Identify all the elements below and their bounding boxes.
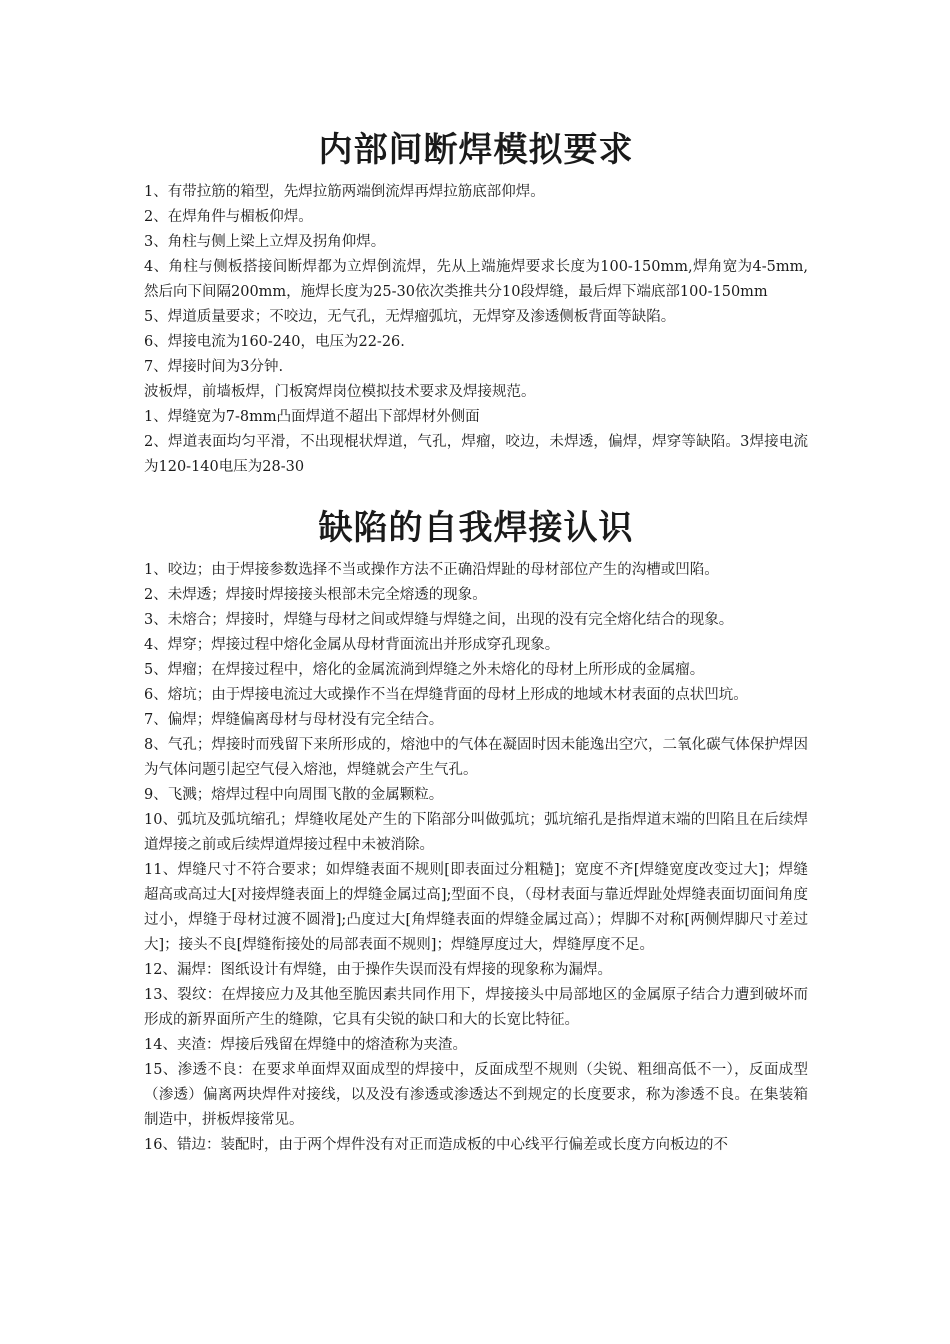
document-body: [144, 120, 808, 1158]
paragraph: 2、在焊角件与楣板仰焊。: [144, 209, 313, 225]
paragraph: 14、夹渣：焊接后残留在焊缝中的熔渣称为夹渣。: [144, 1037, 467, 1053]
paragraph: 4、焊穿；焊接过程中熔化金属从母材背面流出并形成穿孔现象。: [144, 637, 560, 653]
defect-definitions-list: [144, 558, 808, 1158]
paragraph: 6、熔坑；由于焊接电流过大或操作不当在焊缝背面的母材上形成的地域木材表面的点状凹坑。: [144, 687, 748, 703]
section-title-simulation-requirements: 内部间断焊模拟要求: [318, 130, 634, 170]
paragraph: 4、角柱与侧板搭接间断焊都为立焊倒流焊，先从上端施焊要求长度为100-150mm,焊角宽为4-5mm,然后向下间隔200mm，施焊长度为25-30依次类推共分10段焊缝，最后焊下端底部100-150mm: [144, 259, 808, 300]
paragraph: 12、漏焊：图纸设计有焊缝，由于操作失误而没有焊接的现象称为漏焊。: [144, 962, 612, 978]
paragraph: 5、焊道质量要求；不咬边，无气孔，无焊瘤弧坑，无焊穿及渗透侧板背面等缺陷。: [144, 309, 676, 325]
paragraph: 1、咬边；由于焊接参数选择不当或操作方法不正确沿焊趾的母材部位产生的沟槽或凹陷。: [144, 562, 719, 578]
paragraph: 5、焊瘤；在焊接过程中，熔化的金属流淌到焊缝之外未熔化的母材上所形成的金属瘤。: [144, 662, 705, 678]
paragraph: 7、偏焊；焊缝偏离母材与母材没有完全结合。: [144, 712, 444, 728]
paragraph: 3、未熔合；焊接时，焊缝与母材之间或焊缝与焊缝之间，出现的没有完全熔化结合的现象。: [144, 612, 734, 628]
paragraph: 波板焊，前墙板焊，门板窝焊岗位模拟技术要求及焊接规范。: [144, 384, 536, 400]
paragraph: 11、焊缝尺寸不符合要求；如焊缝表面不规则[即表面过分粗糙]；宽度不齐[焊缝宽度改变过大]；焊缝超高或高过大[对接焊缝表面上的焊缝金属过高];型面不良，（母材表面与靠近焊趾处焊缝表面切面间角度过小，焊缝于母材过渡不圆滑];凸度过大[角焊缝表面的焊缝金属过高）；焊脚不对称[两侧焊脚尺寸差过大]；接头不良[焊缝衔接处的局部表面不规则]；焊缝厚度过大，焊缝厚度不足。: [144, 862, 808, 953]
paragraph: 15、渗透不良：在要求单面焊双面成型的焊接中，反面成型不规则（尖锐、粗细高低不一），反面成型（渗透）偏离两块焊件对接线，以及没有渗透或渗透达不到规定的长度要求，称为渗透不良。在集装箱制造中，拼板焊接常见。: [144, 1062, 808, 1128]
paragraph: 13、裂纹：在焊接应力及其他至脆因素共同作用下，焊接接头中局部地区的金属原子结合力遭到破坏而形成的新界面所产生的缝隙，它具有尖锐的缺口和大的长宽比特征。: [144, 987, 808, 1028]
paragraph: 16、错边：装配时，由于两个焊件没有对正而造成板的中心线平行偏差或长度方向板边的不: [144, 1137, 728, 1153]
paragraph: 2、焊道表面均匀平滑，不出现棍状焊道，气孔，焊瘤，咬边，未焊透，偏焊，焊穿等缺陷。3焊接电流为120-140电压为28-30: [144, 434, 808, 475]
simulation-requirements-list: [144, 180, 808, 480]
paragraph: 8、气孔；焊接时而残留下来所形成的，熔池中的气体在凝固时因未能逸出空穴，二氧化碳气体保护焊因为气体问题引起空气侵入熔池，焊缝就会产生气孔。: [144, 737, 808, 778]
paragraph: 9、飞溅；熔焊过程中向周围飞散的金属颗粒。: [144, 787, 444, 803]
paragraph: 10、弧坑及弧坑缩孔；焊缝收尾处产生的下陷部分叫做弧坑；弧坑缩孔是指焊道末端的凹陷且在后续焊道焊接之前或后续焊道焊接过程中未被消除。: [144, 812, 808, 853]
paragraph: 6、焊接电流为160-240，电压为22-26.: [144, 334, 405, 350]
section-title-defect-recognition: 缺陷的自我焊接认识: [318, 508, 634, 548]
paragraph: 1、焊缝宽为7-8mm凸面焊道不超出下部焊材外侧面: [144, 409, 480, 425]
paragraph: 7、焊接时间为3分钟.: [144, 359, 284, 375]
paragraph: 1、有带拉筋的箱型，先焊拉筋两端倒流焊再焊拉筋底部仰焊。: [144, 184, 545, 200]
paragraph: 3、角柱与侧上梁上立焊及拐角仰焊。: [144, 234, 386, 250]
paragraph: 2、未焊透；焊接时焊接接头根部未完全熔透的现象。: [144, 587, 487, 603]
